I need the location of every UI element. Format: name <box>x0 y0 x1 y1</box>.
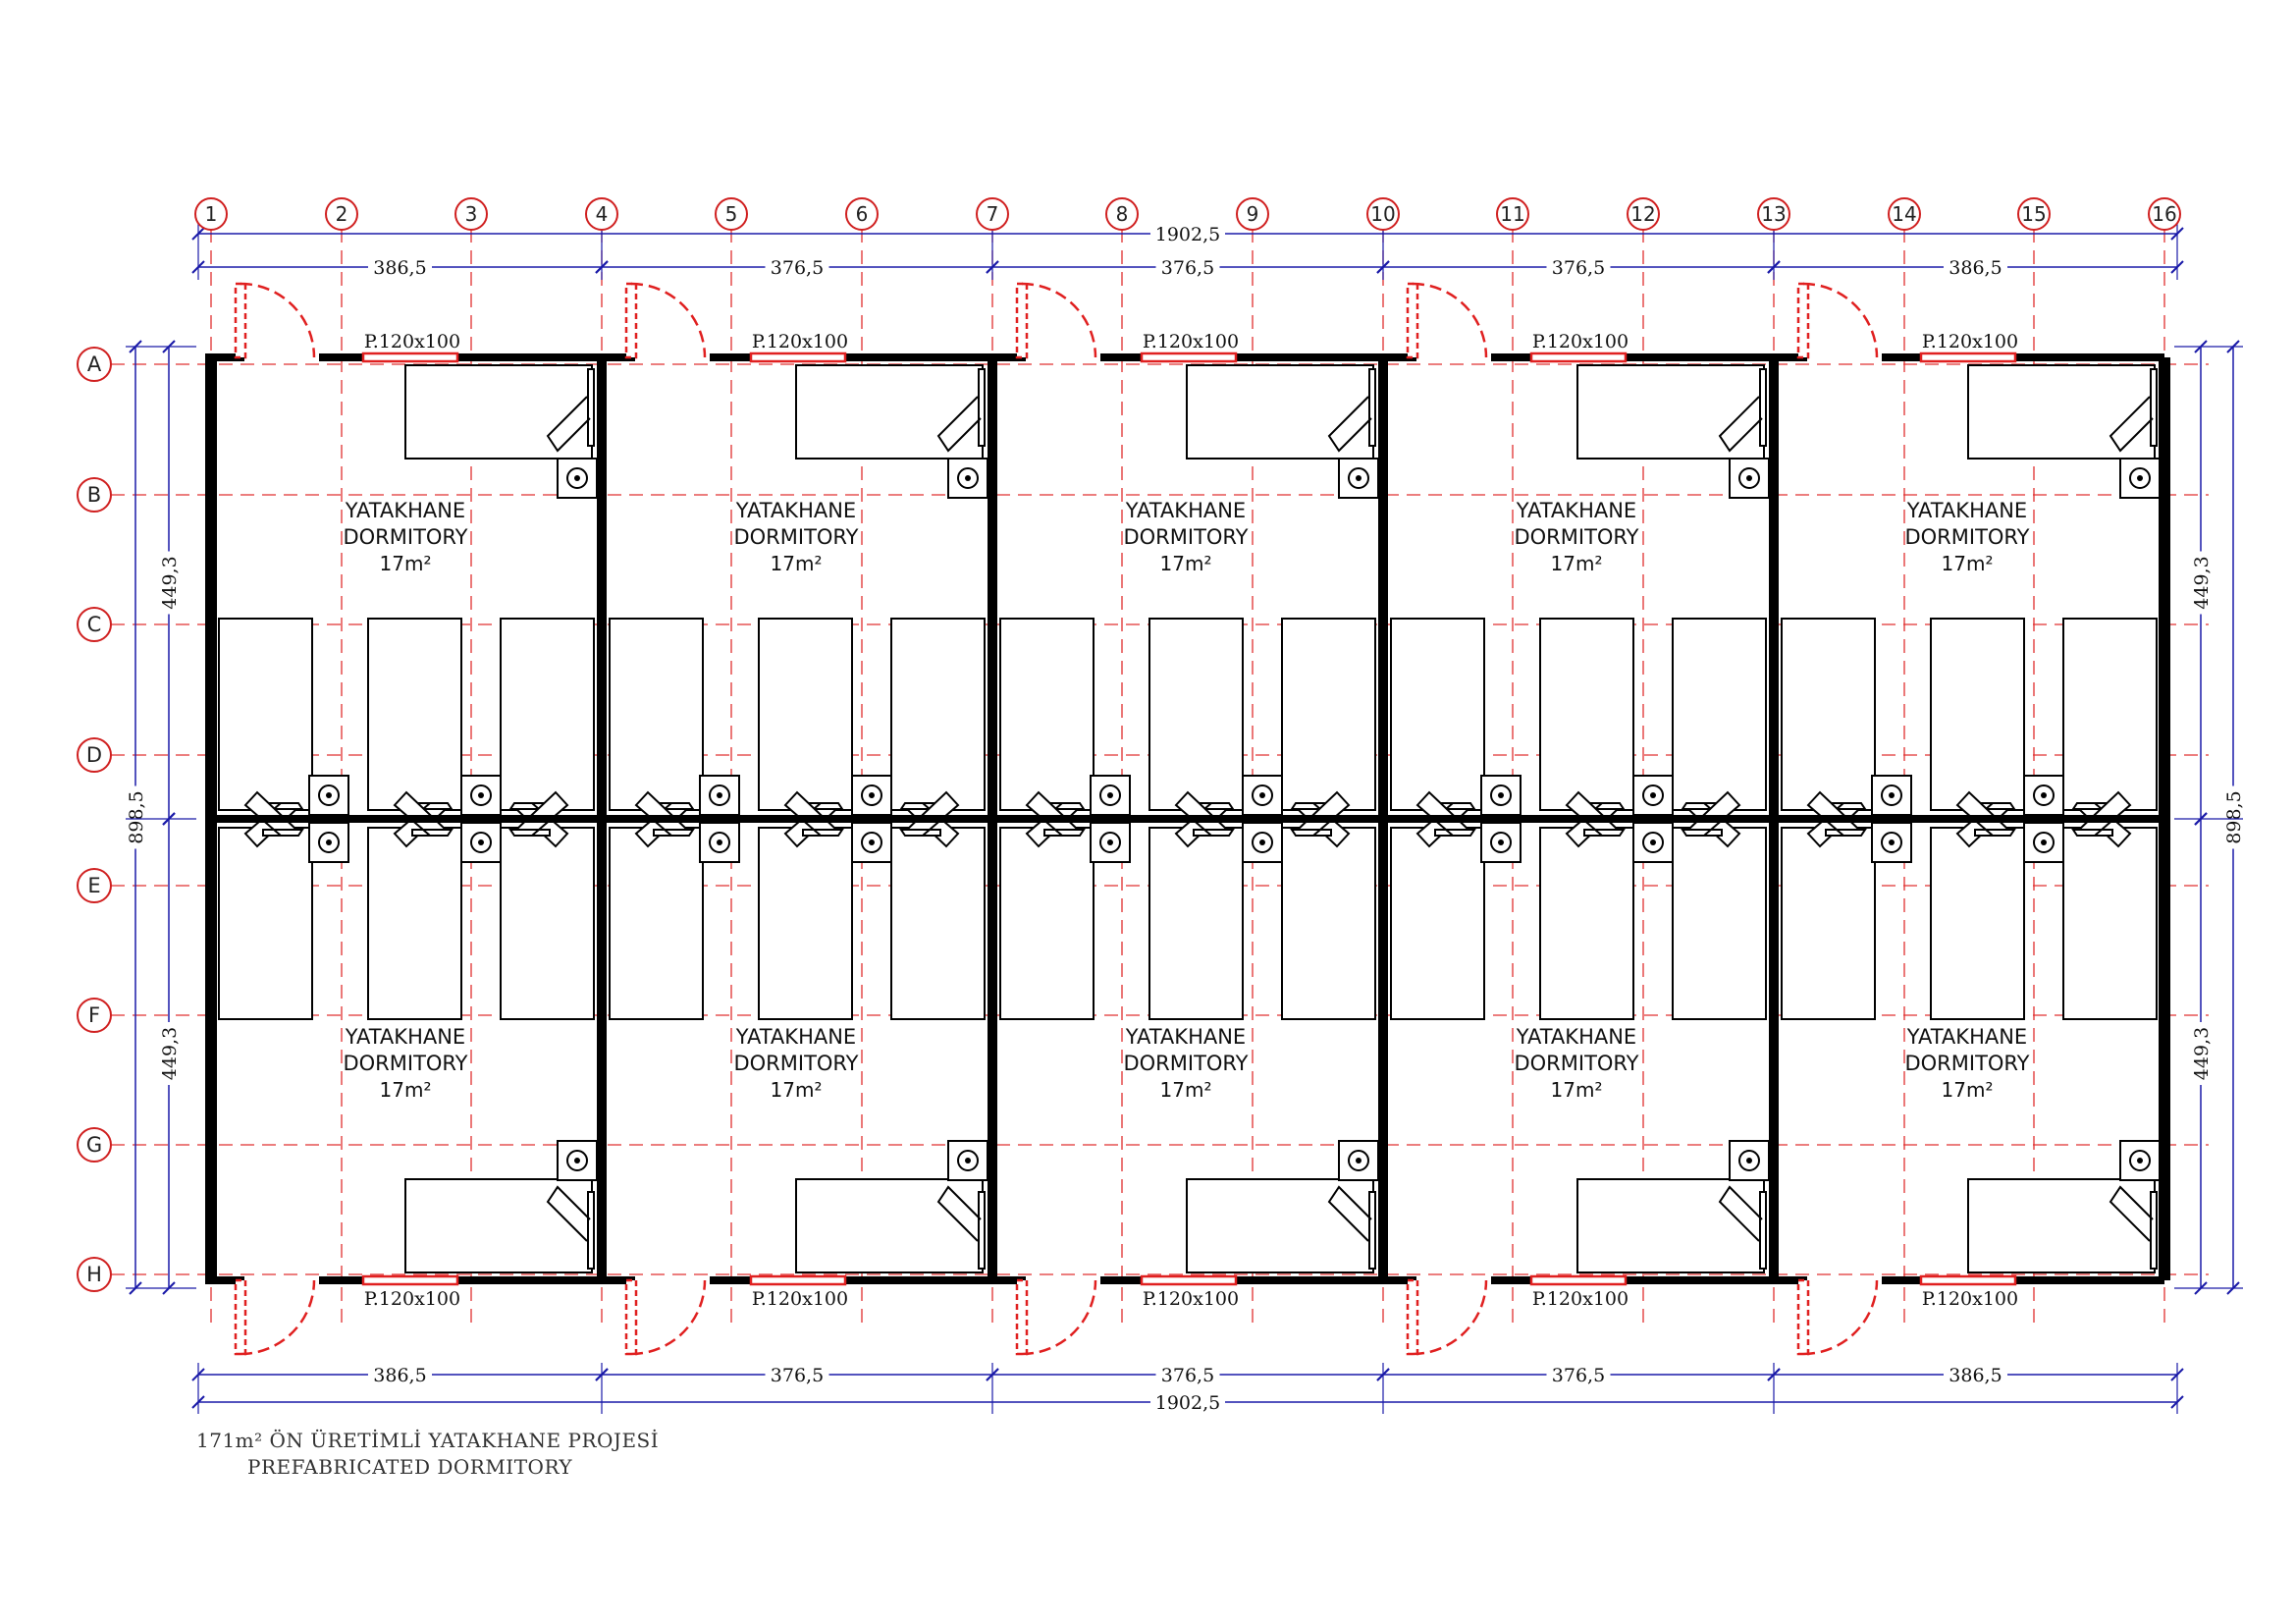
window-top <box>1142 353 1236 361</box>
bed <box>368 828 461 1019</box>
bed <box>1540 619 1633 810</box>
room-name-en-lower: DORMITORY <box>1514 1052 1639 1075</box>
sink-drain <box>965 475 971 481</box>
sink-drain <box>1356 475 1362 481</box>
bed <box>1673 828 1766 1019</box>
grid-bubble-col-label: 1 <box>204 202 218 226</box>
room-name-tr-lower: YATAKHANE <box>345 1025 466 1049</box>
bed <box>1282 828 1375 1019</box>
room-area-lower: 17m² <box>770 1078 823 1102</box>
room-name-en-lower: DORMITORY <box>343 1052 468 1075</box>
grid-bubble-row-label: C <box>86 613 102 636</box>
sink-drain <box>965 1158 971 1163</box>
grid-bubble-col-label: 12 <box>1630 202 1656 226</box>
window-top <box>1921 353 2015 361</box>
caption-title-tr: 171m² ÖN ÜRETİMLİ YATAKHANE PROJESİ <box>196 1429 660 1452</box>
dim-segment-bottom: 386,5 <box>373 1365 427 1386</box>
bed <box>219 828 312 1019</box>
grid-bubble-col-label: 4 <box>595 202 609 226</box>
room-area-lower: 17m² <box>1159 1078 1212 1102</box>
room-area-lower: 17m² <box>379 1078 432 1102</box>
window-label-bottom: P.120x100 <box>363 1288 461 1310</box>
sink-drain <box>1650 792 1656 798</box>
caption-title-en: PREFABRICATED DORMITORY <box>247 1455 573 1479</box>
sink-drain <box>869 839 875 845</box>
door-swing-bottom <box>1803 1280 1877 1354</box>
dim-total-height-right: 898,5 <box>2223 790 2245 844</box>
bed <box>891 828 985 1019</box>
grid-bubble-row-label: F <box>87 1003 101 1027</box>
sink-drain <box>2137 475 2143 481</box>
bed <box>1931 828 2024 1019</box>
grid-bubble-row-label: E <box>87 874 101 897</box>
room-area-upper: 17m² <box>1550 552 1603 575</box>
room-name-tr-lower: YATAKHANE <box>1906 1025 2028 1049</box>
grid-bubble-row-label: B <box>86 483 102 507</box>
dim-total-height-left: 898,5 <box>126 790 147 844</box>
window-label-bottom: P.120x100 <box>1531 1288 1629 1310</box>
window-label-bottom: P.120x100 <box>751 1288 849 1310</box>
bed <box>1149 828 1243 1019</box>
room-name-tr-upper: YATAKHANE <box>1906 499 2028 522</box>
grid-bubble-row-label: G <box>85 1133 103 1157</box>
window-label-top: P.120x100 <box>363 331 461 352</box>
sink-drain <box>574 1158 580 1163</box>
room-name-tr-lower: YATAKHANE <box>1125 1025 1247 1049</box>
grid-bubble-col-label: 8 <box>1115 202 1129 226</box>
door-swing-top <box>1803 284 1877 357</box>
dim-segment-top: 376,5 <box>1160 257 1215 279</box>
grid-bubble-col-label: 6 <box>855 202 869 226</box>
sink-drain <box>2041 839 2047 845</box>
window-bottom <box>1921 1276 2015 1284</box>
door-leaf-bottom <box>626 1280 636 1354</box>
sink-drain <box>2137 1158 2143 1163</box>
window-top <box>1531 353 1626 361</box>
room-name-en-upper: DORMITORY <box>733 525 859 549</box>
room-name-en-upper: DORMITORY <box>343 525 468 549</box>
room-area-upper: 17m² <box>1941 552 1994 575</box>
room-name-en-lower: DORMITORY <box>1123 1052 1249 1075</box>
window-top <box>363 353 457 361</box>
sink-drain <box>1746 475 1752 481</box>
door-leaf-bottom <box>1408 1280 1417 1354</box>
room-name-tr-upper: YATAKHANE <box>1516 499 1637 522</box>
sink-drain <box>1746 1158 1752 1163</box>
grid-bubble-col-label: 5 <box>724 202 738 226</box>
door-swing-bottom <box>1022 1280 1095 1354</box>
sink-drain <box>1889 792 1895 798</box>
wall-partition <box>988 357 997 1280</box>
grid-bubble-row-label: A <box>86 352 102 376</box>
grid-bubble-col-label: 3 <box>464 202 478 226</box>
room-name-tr-upper: YATAKHANE <box>735 499 857 522</box>
dim-segment-top: 376,5 <box>770 257 825 279</box>
room-name-en-lower: DORMITORY <box>1904 1052 2030 1075</box>
sink-drain <box>869 792 875 798</box>
dim-segment-top: 376,5 <box>1551 257 1606 279</box>
grid-bubble-col-label: 13 <box>1761 202 1787 226</box>
sink-drain <box>2041 792 2047 798</box>
door-swing-top <box>1022 284 1095 357</box>
bed <box>2063 619 2157 810</box>
window-bottom <box>751 1276 845 1284</box>
room-area-lower: 17m² <box>1550 1078 1603 1102</box>
door-leaf-bottom <box>1017 1280 1027 1354</box>
door-swing-top <box>1413 284 1486 357</box>
grid-bubble-col-label: 15 <box>2021 202 2047 226</box>
grid-bubble-row-label: H <box>86 1263 102 1286</box>
bed <box>501 828 594 1019</box>
window-label-top: P.120x100 <box>1921 331 2019 352</box>
sink-drain <box>1889 839 1895 845</box>
bed <box>759 619 852 810</box>
room-area-upper: 17m² <box>770 552 823 575</box>
door-leaf-top <box>236 284 245 357</box>
room-area-upper: 17m² <box>379 552 432 575</box>
bed <box>610 619 703 810</box>
bed <box>1282 619 1375 810</box>
window-label-top: P.120x100 <box>751 331 849 352</box>
sink-drain <box>1107 792 1113 798</box>
room-name-en-lower: DORMITORY <box>733 1052 859 1075</box>
bed <box>1149 619 1243 810</box>
grid-bubble-col-label: 9 <box>1246 202 1259 226</box>
door-swing-bottom <box>631 1280 705 1354</box>
door-leaf-top <box>1017 284 1027 357</box>
room-area-lower: 17m² <box>1941 1078 1994 1102</box>
wall-partition <box>1378 357 1388 1280</box>
door-leaf-bottom <box>236 1280 245 1354</box>
bed <box>759 828 852 1019</box>
room-name-en-upper: DORMITORY <box>1123 525 1249 549</box>
dim-half-height-right-upper: 449,3 <box>2191 556 2213 610</box>
sink-drain <box>1259 792 1265 798</box>
dim-segment-top: 386,5 <box>373 257 427 279</box>
grid-bubble-col-label: 14 <box>1892 202 1917 226</box>
bed <box>891 619 985 810</box>
window-label-bottom: P.120x100 <box>1142 1288 1240 1310</box>
dim-segment-bottom: 376,5 <box>770 1365 825 1386</box>
room-name-en-upper: DORMITORY <box>1514 525 1639 549</box>
bed <box>368 619 461 810</box>
room-name-tr-upper: YATAKHANE <box>345 499 466 522</box>
sink-drain <box>478 839 484 845</box>
sink-drain <box>1259 839 1265 845</box>
grid-bubble-col-label: 11 <box>1500 202 1525 226</box>
sink-drain <box>1498 792 1504 798</box>
door-swing-bottom <box>1413 1280 1486 1354</box>
dim-segment-bottom: 376,5 <box>1160 1365 1215 1386</box>
bed <box>2063 828 2157 1019</box>
bed <box>1782 828 1875 1019</box>
door-leaf-bottom <box>1798 1280 1808 1354</box>
bed <box>1391 619 1484 810</box>
sink-drain <box>1356 1158 1362 1163</box>
sink-drain <box>717 792 722 798</box>
dim-segment-bottom: 376,5 <box>1551 1365 1606 1386</box>
window-label-top: P.120x100 <box>1531 331 1629 352</box>
door-swing-top <box>631 284 705 357</box>
bed <box>1000 828 1094 1019</box>
window-top <box>751 353 845 361</box>
bed <box>1000 619 1094 810</box>
sink-drain <box>717 839 722 845</box>
dim-half-height-right-lower: 449,3 <box>2191 1026 2213 1081</box>
door-swing-bottom <box>240 1280 314 1354</box>
dim-total-top: 1902,5 <box>1154 224 1221 245</box>
grid-bubble-col-label: 10 <box>1370 202 1396 226</box>
sink-drain <box>478 792 484 798</box>
dim-total-bottom: 1902,5 <box>1154 1392 1221 1414</box>
dim-half-height-left-upper: 449,3 <box>159 556 181 610</box>
grid-bubble-col-label: 16 <box>2152 202 2177 226</box>
wall-central <box>211 815 2164 823</box>
dim-segment-bottom: 386,5 <box>1949 1365 2002 1386</box>
door-leaf-top <box>626 284 636 357</box>
sink-drain <box>574 475 580 481</box>
room-name-tr-upper: YATAKHANE <box>1125 499 1247 522</box>
sink-drain <box>1498 839 1504 845</box>
bed <box>1673 619 1766 810</box>
room-area-upper: 17m² <box>1159 552 1212 575</box>
window-bottom <box>1531 1276 1626 1284</box>
sink-drain <box>1650 839 1656 845</box>
bed <box>1931 619 2024 810</box>
grid-bubble-col-label: 2 <box>335 202 348 226</box>
door-leaf-top <box>1408 284 1417 357</box>
room-name-en-upper: DORMITORY <box>1904 525 2030 549</box>
grid-bubble-row-label: D <box>85 743 103 767</box>
bed <box>219 619 312 810</box>
window-bottom <box>363 1276 457 1284</box>
window-label-bottom: P.120x100 <box>1921 1288 2019 1310</box>
bed <box>1540 828 1633 1019</box>
sink-drain <box>326 792 332 798</box>
sink-drain <box>326 839 332 845</box>
grid-bubble-col-label: 7 <box>986 202 999 226</box>
dim-segment-top: 386,5 <box>1949 257 2002 279</box>
door-leaf-top <box>1798 284 1808 357</box>
bed <box>1391 828 1484 1019</box>
bed <box>501 619 594 810</box>
dim-half-height-left-lower: 449,3 <box>159 1026 181 1081</box>
wall-partition <box>597 357 607 1280</box>
window-label-top: P.120x100 <box>1142 331 1240 352</box>
bed <box>610 828 703 1019</box>
bed <box>1782 619 1875 810</box>
wall-partition <box>1769 357 1779 1280</box>
window-bottom <box>1142 1276 1236 1284</box>
room-name-tr-lower: YATAKHANE <box>1516 1025 1637 1049</box>
room-name-tr-lower: YATAKHANE <box>735 1025 857 1049</box>
door-swing-top <box>240 284 314 357</box>
sink-drain <box>1107 839 1113 845</box>
